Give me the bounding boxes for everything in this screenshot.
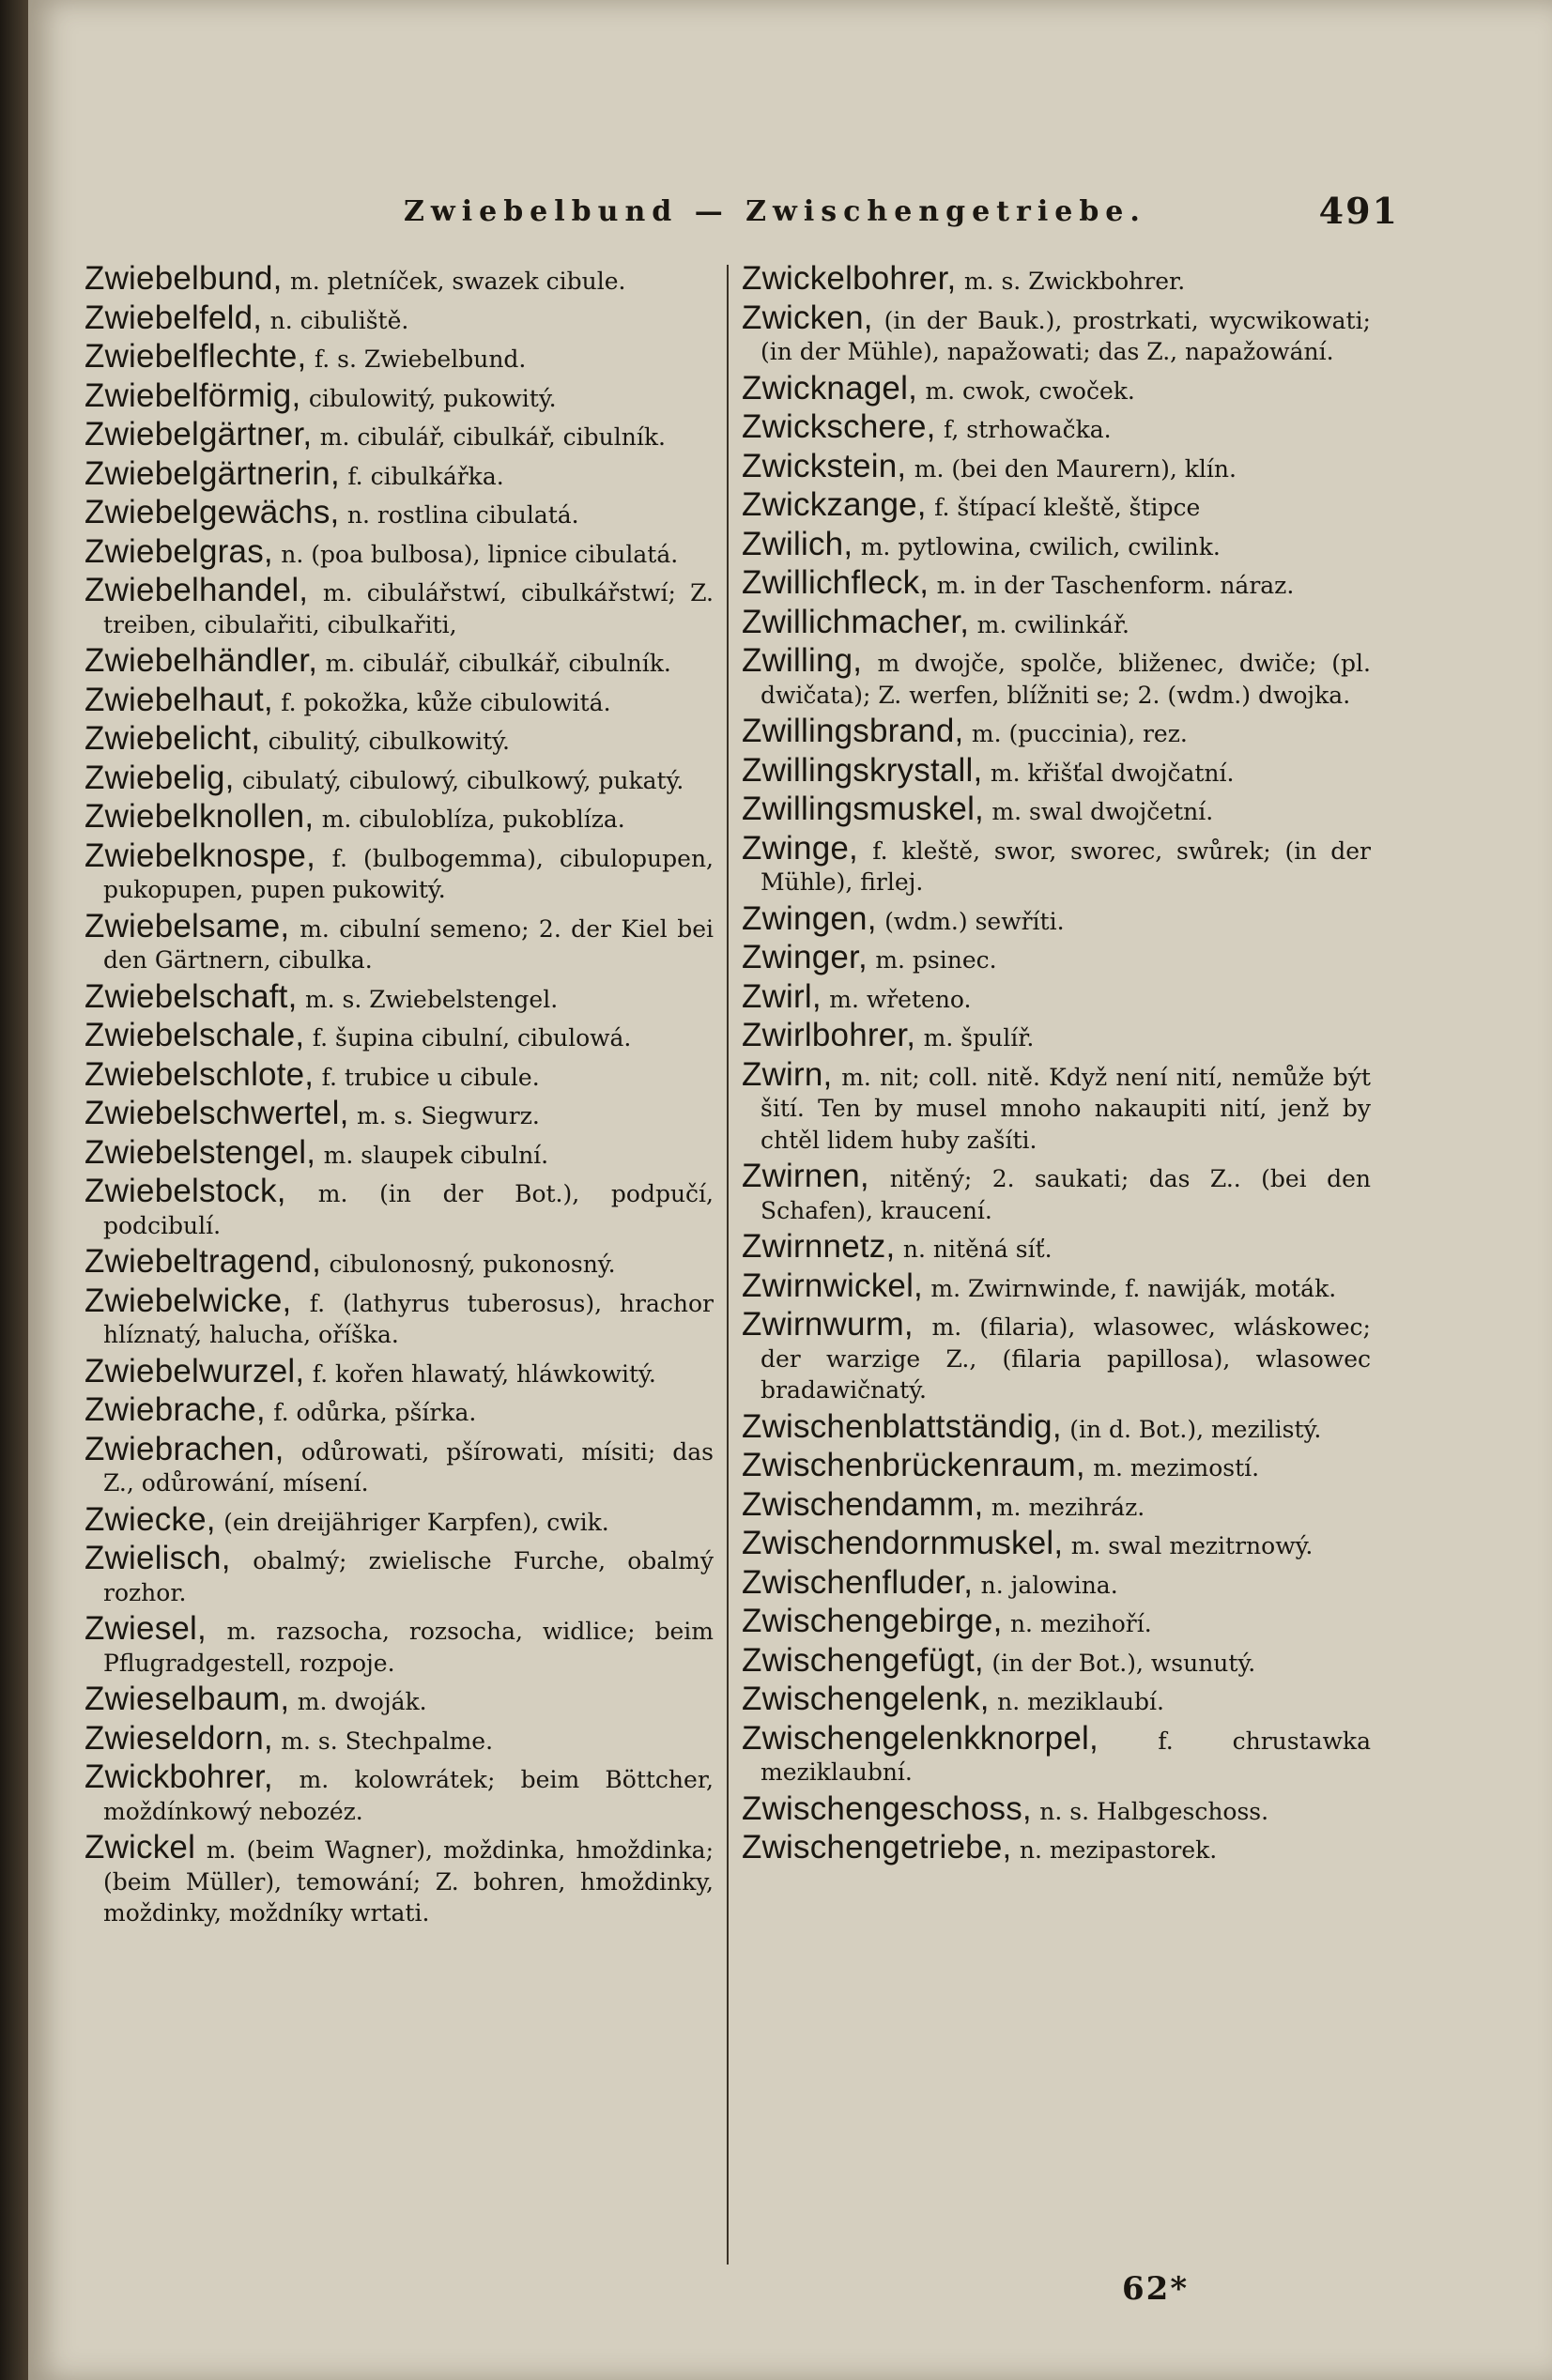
dictionary-entry [742,408,1371,446]
entry-definition: m. in der Taschenform. náraz. [936,572,1295,599]
entry-headword: Zwilich, [742,525,853,562]
dictionary-entry [742,1829,1371,1866]
entry-definition: obalmý; zwielische Furche, obalmý rozhor. [103,1547,714,1606]
entry-definition: m. (beim Wagner), moždinka, hmoždinka; (beim Müller), temowání; Z. bohren, hmoždinky, moždinky, moždníky wrtati. [103,1836,714,1927]
entry-headword: Zwirn, [742,1055,833,1093]
dictionary-entry [742,1719,1371,1789]
entry-definition: f. chrustawka meziklaubní. [761,1727,1371,1786]
entry-definition: cibulonosný, pukonosný. [329,1251,616,1278]
entry-headword: Zwiebeltragend, [85,1243,322,1280]
dictionary-entry [742,1017,1371,1054]
entry-definition: m dwojče, spolče, bliženec, dwiče; (pl. dwičata); Z. werfen, blížniti se; 2. (wdm.) dwojka. [761,650,1371,709]
entry-headword: Zwillingskrystall, [742,751,983,789]
entry-headword: Zwillichfleck, [742,564,930,601]
entry-definition: n. mezihoří. [1009,1610,1152,1637]
dictionary-entry [742,369,1371,407]
signature-mark: 62* [1122,2270,1190,2308]
entry-headword: Zwickel [85,1829,196,1866]
entry-definition: m. křišťal dwojčatní. [990,759,1235,787]
entry-headword: Zwiebelig, [85,759,235,796]
entry-headword: Zwicken, [742,299,873,336]
entry-headword: Zwirnwurm, [742,1306,914,1343]
entry-definition: (in d. Bot.), mezilistý. [1069,1415,1322,1443]
dictionary-entry [742,1160,1371,1226]
entry-definition: m. cibulářstwí, cibulkářstwí; Z. treiben, cibulařiti, cibulkařiti, [103,579,714,638]
dictionary-entry [742,486,1371,524]
entry-headword: Zwickschere, [742,408,936,445]
entry-definition: m. razsocha, rozsocha, widlice; beim Pflugradgestell, rozpoje. [103,1618,714,1677]
dictionary-entry [85,299,714,337]
dictionary-entry [85,376,714,415]
dictionary-entry [742,1306,1371,1406]
dictionary-entry [742,715,1371,750]
entry-definition: m. s. Stechpalme. [281,1727,494,1755]
dictionary-entry [742,1605,1371,1640]
dictionary-entry [85,1540,714,1608]
dictionary-entry [85,1133,714,1172]
dictionary-entry [85,798,714,836]
entry-headword: Zwiebelstengel, [85,1133,316,1171]
entry-definition: m. s. Siegwurz. [357,1102,540,1129]
entry-headword: Zwillichmacher, [742,603,970,640]
entry-headword: Zwickbohrer, [85,1758,273,1795]
running-head: Zwiebelbund — Zwischengetriebe. [404,195,1146,228]
dictionary-entry [742,1228,1371,1266]
dictionary-entry [742,793,1371,828]
entry-definition: m. pytlowina, cwilich, cwilink. [860,532,1221,560]
entry-headword: Zwirnnetz, [742,1228,896,1265]
entry-definition: m. s. Zwiebelstengel. [304,985,559,1013]
entry-definition: f. štípací kleště, štipce [934,494,1201,521]
right-column [742,260,1371,1871]
entry-headword: Zwinger, [742,939,868,975]
entry-headword: Zwiebelförmig, [85,376,301,414]
dictionary-entry [742,751,1371,790]
dictionary-entry [85,1017,714,1054]
entry-definition: m. swal mezitrnowý. [1070,1532,1314,1559]
dictionary-entry [85,1719,714,1758]
dictionary-entry [742,642,1371,711]
entry-headword: Zwirnen, [742,1158,869,1194]
entry-headword: Zwischengetriebe, [742,1829,1012,1866]
dictionary-entry [85,532,714,571]
entry-headword: Zwiesel, [85,1610,207,1647]
entry-definition: m. mezihráz. [991,1493,1145,1521]
entry-headword: Zwischengelenkknorpel, [742,1719,1099,1757]
entry-definition: f. odůrka, pšírka. [273,1399,477,1426]
entry-headword: Zwiebrache, [85,1391,266,1428]
dictionary-entry [742,1055,1371,1157]
entry-definition: m. Zwirnwinde, f. nawiják, moták. [930,1274,1337,1302]
dictionary-entry [85,454,714,493]
dictionary-entry [85,642,714,680]
dictionary-entry [85,1352,714,1390]
dictionary-entry [742,299,1371,368]
entry-headword: Zwiebelstock, [85,1173,286,1209]
dictionary-entry [85,759,714,797]
entry-definition: f. s. Zwiebelbund. [314,345,527,373]
dictionary-entry [742,939,1371,976]
entry-definition: (wdm.) sewříti. [884,907,1065,935]
entry-definition: m. cibulář, cibulkář, cibulník. [319,423,666,451]
entry-definition: (in der Bauk.), prostrkati, wycwikowati; (in der Mühle), napažowati; das Z., napažowání. [761,306,1371,365]
entry-definition: m. (puccinia), rez. [971,720,1188,747]
entry-definition: n. nitěná síť. [902,1236,1053,1263]
entry-definition: f. kořen hlawatý, hláwkowitý. [312,1359,656,1388]
dictionary-entry [85,720,714,758]
entry-definition: m. pletníček, swazek cibule. [290,268,626,295]
entry-definition: n. rostlina cibulatá. [346,501,579,529]
entry-definition: n. jalowina. [980,1571,1118,1599]
dictionary-entry [742,1563,1371,1602]
dictionary-entry [85,494,714,531]
entry-headword: Zwiebelknospe, [85,837,315,874]
entry-headword: Zwieseldorn, [85,1719,273,1757]
entry-definition: m. cibulní semeno; 2. der Kiel bei den Gärtnern, cibulka. [103,914,714,974]
dictionary-entry [85,1243,714,1281]
dictionary-entry [742,1447,1371,1484]
entry-headword: Zwiebelwicke, [85,1282,292,1319]
entry-definition: m. špulíř. [923,1024,1035,1052]
dictionary-entry [742,525,1371,563]
entry-definition: m. cibulář, cibulkář, cibulník. [325,650,671,677]
entry-headword: Zwingen, [742,899,877,937]
dictionary-entry [85,1055,714,1094]
entry-definition: odůrowati, pšírowati, mísiti; das Z., odůrowání, mísení. [103,1437,714,1497]
dictionary-entry [85,977,714,1016]
dictionary-entry [85,338,714,376]
dictionary-entry [742,1267,1371,1305]
left-column [85,260,714,1934]
dictionary-entry [742,1683,1371,1718]
entry-definition: m. wřeteno. [829,985,972,1013]
dictionary-entry [85,1758,714,1827]
entry-definition: m. kolowrátek; beim Böttcher, moždínkowý nebozéz. [103,1766,714,1825]
dictionary-entry [742,1641,1371,1680]
column-divider [727,265,729,2265]
dictionary-entry [742,1789,1371,1828]
dictionary-entry [742,899,1371,938]
dictionary-entry [85,1430,714,1499]
dictionary-entry [85,681,714,719]
entry-definition: f. pokožka, kůže cibulowitá. [281,688,611,716]
entry-headword: Zwiebelschlote, [85,1055,315,1093]
dictionary-entry [742,1407,1371,1446]
dictionary-entry [742,1525,1371,1562]
entry-headword: Zwiebelschaft, [85,977,298,1015]
entry-headword: Zwillingsbrand, [742,713,964,749]
dictionary-entry [742,1485,1371,1524]
entry-headword: Zwiebelhandel, [85,572,309,608]
entry-definition: f. (lathyrus tuberosus), hrachor hlíznatý, halucha, oříška. [103,1289,714,1348]
entry-definition: cibulatý, cibulowý, cibulkowý, pukatý. [242,766,684,794]
dictionary-entry [85,1282,714,1351]
entry-definition: n. meziklaubí. [997,1688,1164,1715]
entry-headword: Zwirl, [742,977,822,1015]
entry-headword: Zwiebelschale, [85,1017,305,1053]
entry-headword: Zwischenbrückenraum, [742,1447,1085,1483]
entry-headword: Zwischenfluder, [742,1563,974,1601]
entry-definition: f, strhowačka. [944,416,1112,443]
entry-definition: m. mezimostí. [1093,1454,1260,1482]
entry-definition: cibulowitý, pukowitý. [308,384,557,412]
dictionary-entry [85,1391,714,1429]
dictionary-entry [85,837,714,906]
page-header [376,190,1399,237]
entry-definition: n. s. Halbgeschoss. [1039,1797,1269,1825]
entry-definition: f. trubice u cibule. [321,1063,540,1091]
entry-definition: m. dwoják. [297,1688,427,1715]
entry-definition: m. (filaria), wlasowec, wláskowec; der warzige Z., (filaria papillosa), wlasowec bradawičnatý. [761,1313,1371,1404]
entry-headword: Zwiebelgärtnerin, [85,454,340,492]
entry-headword: Zwirnwickel, [742,1267,923,1304]
entry-headword: Zwiebelgras, [85,532,273,570]
entry-headword: Zwischendornmuskel, [742,1525,1064,1561]
entry-definition: m. psinec. [875,946,997,974]
dictionary-entry [742,564,1371,602]
entry-headword: Zwischengefügt, [742,1641,984,1679]
entry-headword: Zwiebelgewächs, [85,494,340,530]
entry-headword: Zwickelbohrer, [742,260,957,297]
entry-headword: Zwicknagel, [742,369,917,407]
entry-headword: Zwirlbohrer, [742,1017,916,1053]
dictionary-entry [85,1175,714,1241]
entry-definition: f. kleště, swor, sworec, swůrek; (in der Mühle), firlej. [761,837,1371,896]
entry-headword: Zwischengelenk, [742,1681,990,1717]
entry-headword: Zwischenblattständig, [742,1407,1062,1445]
entry-definition: f. cibulkářka. [347,462,504,490]
entry-headword: Zwillingsmuskel, [742,791,984,827]
dictionary-entry [85,572,714,640]
entry-headword: Zwiebelsame, [85,907,290,944]
entry-headword: Zwiebelhaut, [85,681,273,718]
book-gutter [0,0,28,2380]
entry-headword: Zwinge, [742,829,858,867]
entry-headword: Zwiebelflechte, [85,338,307,375]
dictionary-entry [742,447,1371,485]
entry-headword: Zwischengeschoss, [742,1789,1032,1827]
dictionary-entry [85,260,714,298]
dictionary-entry [85,416,714,453]
dictionary-entry [85,1683,714,1718]
entry-headword: Zwieselbaum, [85,1681,290,1717]
entry-headword: Zwiebelicht, [85,720,261,757]
entry-headword: Zwiebrachen, [85,1430,284,1467]
entry-definition: n. mezipastorek. [1019,1836,1218,1864]
entry-headword: Zwielisch, [85,1540,231,1576]
dictionary-entry [85,1829,714,1929]
entry-headword: Zwiecke, [85,1500,216,1538]
entry-definition: m. nit; coll. nitě. Když není nití, nemůže být šití. Ten by musel mnoho nakaupiti nití, jenž by chtěl lidem huby zašíti. [761,1063,1371,1154]
dictionary-entry [85,907,714,976]
dictionary-entry [742,829,1371,898]
entry-definition: m. cwilinkář. [976,610,1129,638]
entry-definition: m. s. Zwickbohrer. [963,268,1186,295]
entry-definition: (ein dreijähriger Karpfen), cwik. [223,1508,609,1536]
entry-headword: Zwickzange, [742,486,927,523]
entry-headword: Zwiebelfeld, [85,299,263,336]
entry-headword: Zwiebelhändler, [85,642,318,679]
entry-definition: f. šupina cibulní, cibulowá. [312,1024,632,1052]
dictionary-entry [85,1610,714,1679]
entry-headword: Zwischengebirge, [742,1603,1003,1639]
dictionary-entry [742,603,1371,641]
entry-headword: Zwilling, [742,642,863,679]
entry-definition: n. cibuliště. [269,306,409,334]
dictionary-entry [742,977,1371,1016]
entry-headword: Zwiebelbund, [85,260,283,297]
dictionary-entry [85,1095,714,1132]
entry-headword: Zwiebelgärtner, [85,416,313,453]
entry-definition: m. cibuloblíza, pukoblíza. [321,806,625,833]
entry-definition: cibulitý, cibulkowitý. [268,728,510,755]
entry-definition: nitěný; 2. saukati; das Z.. (bei den Schafen), kraucení. [761,1165,1371,1224]
entry-definition: (in der Bot.), wsunutý. [991,1649,1256,1677]
entry-headword: Zwiebelknollen, [85,798,315,835]
entry-definition: f. (bulbogemma), cibulopupen, pukopupen, pupen pukowitý. [103,844,714,903]
entry-definition: m. swal dwojčetní. [991,798,1214,825]
entry-definition: n. (poa bulbosa), lipnice cibulatá. [281,540,679,568]
entry-headword: Zwiebelwurzel, [85,1352,305,1390]
entry-headword: Zwischendamm, [742,1485,984,1523]
dictionary-entry [85,1500,714,1539]
page-number: 491 [1318,190,1399,232]
entry-headword: Zwickstein, [742,447,907,484]
entry-definition: m. (in der Bot.), podpučí, podcibulí. [103,1180,714,1239]
entry-definition: m. cwok, cwoček. [925,376,1135,405]
dictionary-entry [742,260,1371,298]
entry-headword: Zwiebelschwertel, [85,1095,349,1131]
entry-definition: m. (bei den Maurern), klín. [914,454,1237,483]
entry-definition: m. slaupek cibulní. [323,1141,549,1169]
